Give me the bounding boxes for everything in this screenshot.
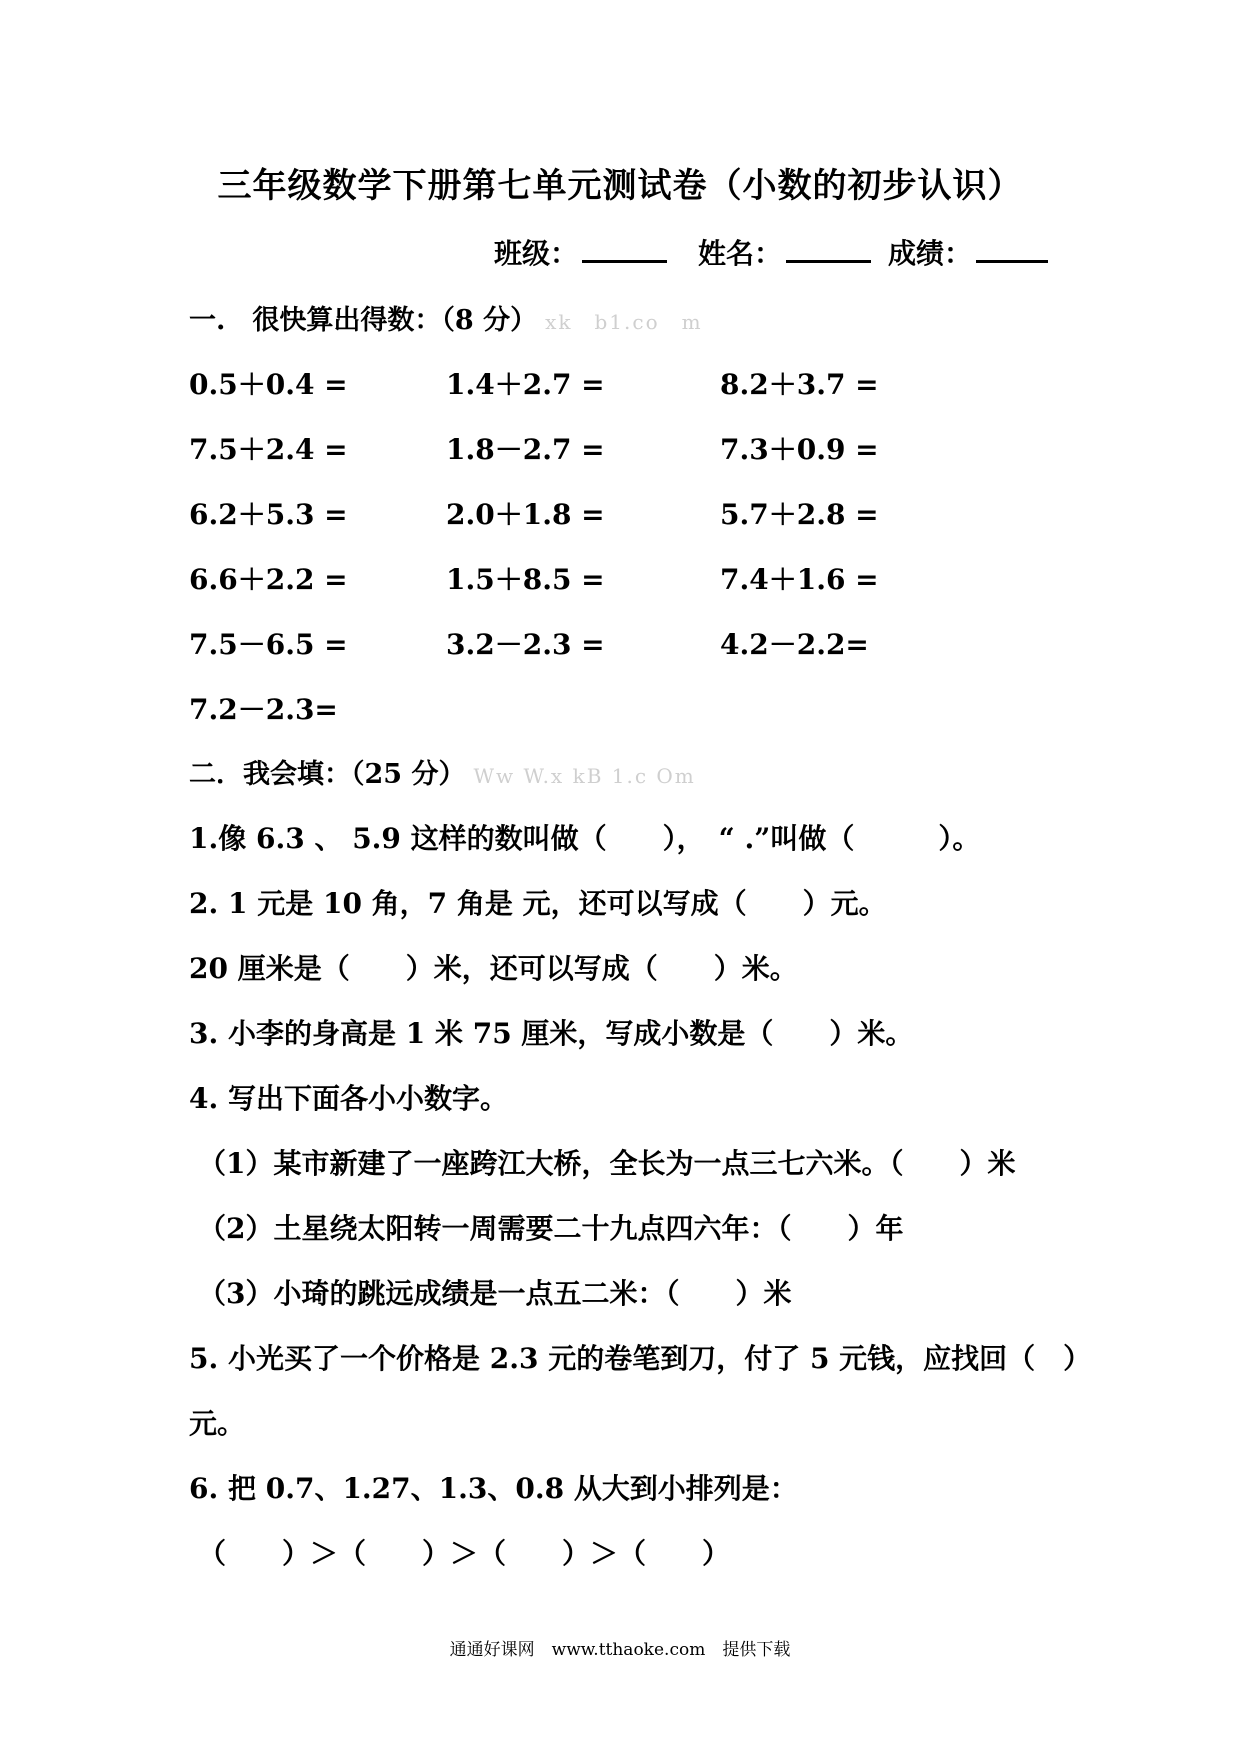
question-4-2: （2）土星绕太阳转一周需要二十九点四六年：（ ）年 xyxy=(198,1212,904,1245)
page-title: 三年级数学下册第七单元测试卷（小数的初步认识） xyxy=(217,166,1023,206)
question-2a: 2. 1 元是 10 角，7 角是 元，还可以写成（ ）元。 xyxy=(189,887,887,920)
question-4: 4. 写出下面各小小数字。 xyxy=(189,1082,508,1115)
calc-item: 3.2－2.3 = xyxy=(446,628,605,661)
calc-item: 4.2－2.2= xyxy=(720,628,869,661)
calc-item: 7.5＋2.4 = xyxy=(189,433,348,466)
calc-item: 0.5＋0.4 = xyxy=(189,368,348,401)
calc-item: 6.2＋5.3 = xyxy=(189,498,348,531)
calc-item: 8.2＋3.7 = xyxy=(720,368,879,401)
section1-heading xyxy=(189,298,703,337)
score-label: 成绩： xyxy=(888,237,973,270)
class-label: 班级： xyxy=(494,237,579,270)
watermark: xk b1.co m xyxy=(545,310,703,334)
calc-item: 1.8－2.7 = xyxy=(446,433,605,466)
calc-item: 1.5＋8.5 = xyxy=(446,563,605,596)
calc-item: 2.0＋1.8 = xyxy=(446,498,605,531)
question-2b: 20 厘米是（ ）米，还可以写成（ ）米。 xyxy=(189,952,798,985)
calc-item: 7.2－2.3= xyxy=(189,693,338,726)
calc-item: 5.7＋2.8 = xyxy=(720,498,879,531)
name-field xyxy=(698,232,871,272)
question-5-cont: 元。 xyxy=(189,1407,246,1440)
calc-item: 6.6＋2.2 = xyxy=(189,563,348,596)
section2-heading xyxy=(189,752,696,791)
class-blank xyxy=(582,232,667,263)
question-3: 3. 小李的身高是 1 米 75 厘米，写成小数是（ ）米。 xyxy=(189,1017,914,1050)
question-4-3: （3）小琦的跳远成绩是一点五二米：（ ）米 xyxy=(198,1277,792,1310)
score-field xyxy=(888,232,1048,272)
class-field xyxy=(494,232,667,272)
name-label: 姓名： xyxy=(698,237,783,270)
calc-item: 7.3＋0.9 = xyxy=(720,433,879,466)
question-6-blanks: （ ）＞（ ）＞（ ）＞（ ） xyxy=(198,1537,731,1570)
footer-source: 通通好课网 www.tthaoke.com 提供下载 xyxy=(449,1640,791,1660)
question-4-1: （1）某市新建了一座跨江大桥，全长为一点三七六米。（ ）米 xyxy=(198,1147,1016,1180)
score-blank xyxy=(976,232,1048,263)
watermark: Ww W.x kB 1.c Om xyxy=(473,764,696,788)
calc-item: 1.4＋2.7 = xyxy=(446,368,605,401)
calc-item: 7.5－6.5 = xyxy=(189,628,348,661)
question-6: 6. 把 0.7、1.27、1.3、0.8 从大到小排列是： xyxy=(189,1472,798,1505)
question-1: 1.像 6.3 、 5.9 这样的数叫做（ ）， “ .”叫做（ ）。 xyxy=(189,822,981,855)
section2-heading-text: 二．我会填：（25 分） xyxy=(189,759,466,790)
question-5: 5. 小光买了一个价格是 2.3 元的卷笔到刀，付了 5 元钱，应找回（ ） xyxy=(189,1342,1092,1375)
section1-heading-text: 一. 很快算出得数：（8 分） xyxy=(189,305,538,336)
calc-item: 7.4＋1.6 = xyxy=(720,563,879,596)
name-blank xyxy=(786,232,871,263)
